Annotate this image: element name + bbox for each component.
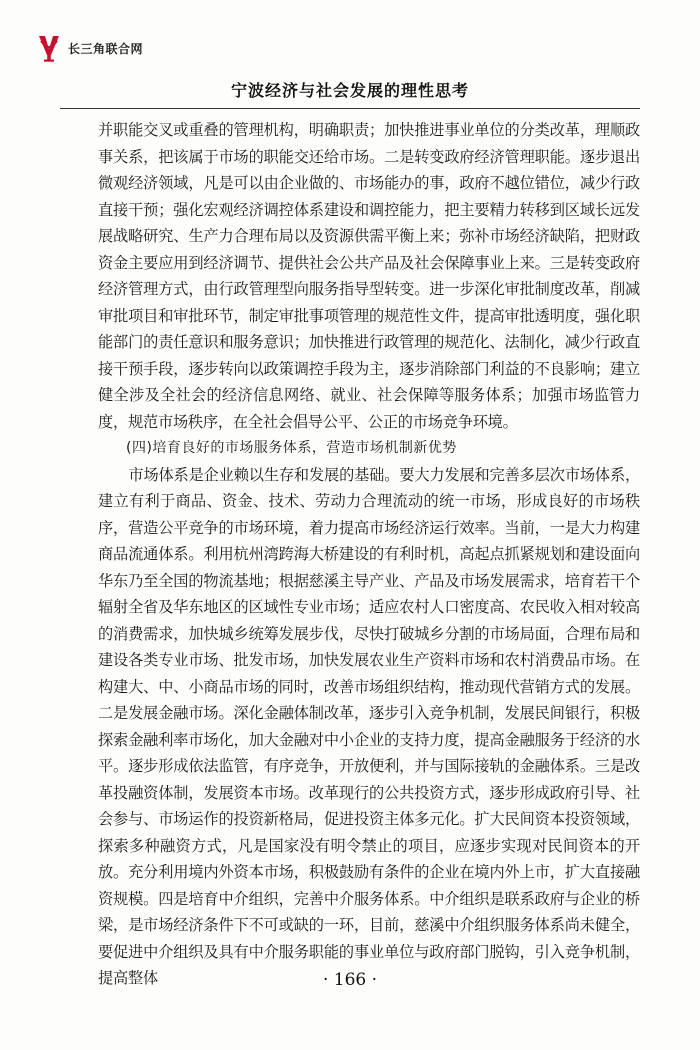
- brand-header: [36, 32, 143, 64]
- header-divider: [60, 108, 640, 109]
- page-number: · 166 ·: [322, 970, 378, 990]
- section-subheading: (四)培育良好的市场服务体系，营造市场机制新优势: [126, 440, 457, 456]
- brand-logo-icon: [36, 33, 62, 63]
- running-title: 宁波经济与社会发展的理性思考: [230, 81, 469, 100]
- body-paragraph: 市场体系是企业赖以生存和发展的基础。要大力发展和完善多层次市场体系，建立有利于商品、资金、技术、劳动力合理流动的统一市场，形成良好的市场秩序，营造公平竞争的市场环境，着力提高市场经济运行效率。当前，一是大力构建商品流通体系。利用杭州湾跨海大桥建设的有利时机，高起点抓紧规划和建设面向华东乃至全国的物流基地；根据慈溪主导产业、产品及市场发展需求，培育若干个辐射全省及华东地区的区域性专业市场；适应农村人口密度高、农民收入相对较高的消费需求，加快城乡统筹发展步伐，尽快打破城乡分割的市场局面，合理布局和建设各类专业市场、批发市场，加快发展农业生产资料市场和农村消费品市场。在构建大、中、小商品市场的同时，改善市场组织结构，推动现代营销方式的发展。二是发展金融市场。深化金融体制改革，逐步引入竞争机制，发展民间银行，积极探索金融利率市场化，加大金融对中小企业的支持力度，提高金融服务于经济的水平。逐步形成依法监管，有序竞争，开放便利，并与国际接轨的金融体系。三是改革投融资体制，发展资本市场。改革现行的公共投资方式，逐步形成政府引导、社会参与、市场运作的投资新格局，促进投资主体多元化。扩大民间资本投资领域，探索多种融资方式，凡是国家没有明令禁止的项目，应逐步实现对民间资本的开放。充分利用境内外资本市场，积极鼓励有条件的企业在境内外上市，扩大直接融资规模。四是培育中介组织，完善中介服务体系。中介组织是联系政府与企业的桥梁，是市场经济条件下不可或缺的一环，目前，慈溪中介组织服务体系尚未健全，要促进中介组织及具有中介服务职能的事业单位与政府部门脱钩，引入竞争机制，提高整体: [98, 465, 640, 987]
- brand-name: 长三角联合网: [68, 41, 144, 56]
- body-paragraph: 并职能交叉或重叠的管理机构，明确职责；加快推进事业单位的分类改革，理顺政事关系，把该属于市场的职能交还给市场。二是转变政府经济管理职能。逐步退出微观经济领域，凡是可以由企业做的、市场能办的事，政府不越位错位，减少行政直接干预；强化宏观经济调控体系建设和调控能力，把主要精力转移到区域长远发展战略研究、生产力合理布局以及资源供需平衡上来；弥补市场经济缺陷，把财政资金主要应用到经济调节、提供社会公共产品及社会保障事业上来。三是转变政府经济管理方式，由行政管理型向服务指导型转变。进一步深化审批制度改革，削减审批项目和审批环节，制定审批事项管理的规范性文件，提高审批透明度，强化职能部门的责任意识和服务意识；加快推进行政管理的规范化、法制化，减少行政直接干预手段，逐步转向以政策调控手段为主，逐步消除部门利益的不良影响；建立健全涉及全社会的经济信息网络、就业、社会保障等服务体系；加强市场监管力度，规范市场秩序，在全社会倡导公平、公正的市场竞争环境。: [98, 121, 640, 431]
- page-body: [98, 117, 640, 992]
